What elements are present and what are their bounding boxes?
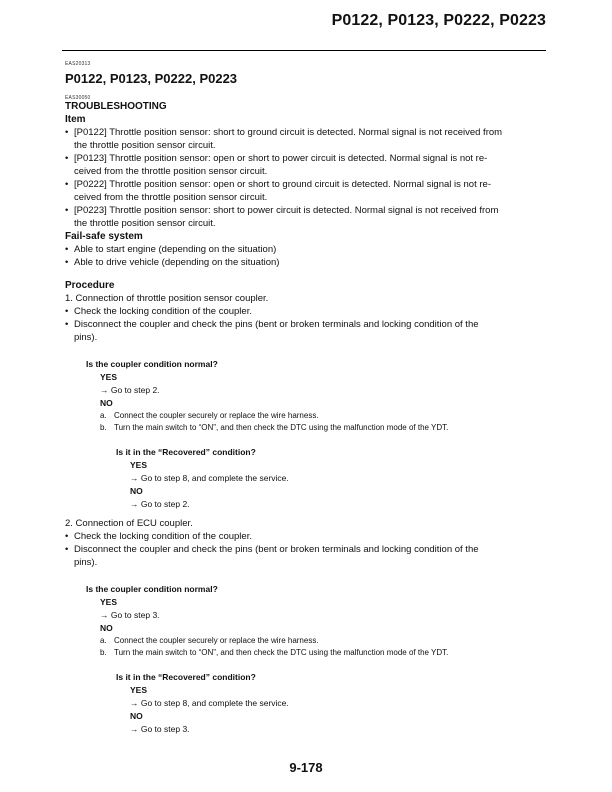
- list-item: • [P0222] Throttle position sensor: open or short to ground circuit is detected. Normal signal is not re- ceived from the throttle position sensor circuit.: [65, 178, 547, 204]
- failsafe-list: [65, 243, 547, 269]
- list-item: • [P0223] Throttle position sensor: short to power circuit is detected. Normal signal is not received from the throttle position sensor circuit.: [65, 204, 547, 230]
- yes-response: → Go to step 8, and complete the service.: [130, 473, 289, 483]
- page-number: 9-178: [289, 760, 323, 775]
- list-item: • Able to drive vehicle (depending on the situation): [65, 256, 547, 269]
- yes-label: YES: [130, 460, 148, 470]
- troubleshooting-heading: TROUBLESHOOTING: [65, 101, 167, 112]
- no-action-a: a. Connect the coupler securely or replace the wire harness.: [100, 411, 319, 420]
- section-code: EAS20313: [65, 61, 91, 67]
- section-title: P0122, P0123, P0222, P0223: [65, 71, 238, 86]
- yes-label: YES: [100, 372, 118, 382]
- yes-label: YES: [100, 597, 118, 607]
- question-title: Is the coupler condition normal?: [86, 584, 218, 594]
- no-label: NO: [100, 398, 113, 408]
- list-item: • [P0123] Throttle position sensor: open or short to power circuit is detected. Normal signal is not re- ceived from the throttle position sensor circuit.: [65, 152, 547, 178]
- list-item: • Able to start engine (depending on the situation): [65, 243, 547, 256]
- list-item: • [P0122] Throttle position sensor: short to ground circuit is detected. Normal signal is not received from the throttle position sensor circuit.: [65, 126, 547, 152]
- sub-question-block: [116, 671, 547, 736]
- yes-response: → Go to step 3.: [100, 610, 160, 620]
- no-label: NO: [100, 623, 113, 633]
- no-response: → Go to step 3.: [130, 724, 190, 734]
- no-label: NO: [130, 711, 143, 721]
- question-block: [86, 358, 547, 511]
- list-item: • Check the locking condition of the coupler.: [65, 305, 547, 318]
- sub-question-title: Is it in the “Recovered” condition?: [116, 672, 256, 682]
- list-item: • Disconnect the coupler and check the pins (bent or broken terminals and locking condition of the pins).: [65, 318, 547, 344]
- yes-label: YES: [130, 685, 148, 695]
- item-heading: Item: [65, 114, 86, 125]
- yes-response: → Go to step 8, and complete the service.: [130, 698, 289, 708]
- step-bullets: [65, 530, 547, 569]
- troubleshooting-code: EAS30050: [65, 95, 91, 101]
- question-title: Is the coupler condition normal?: [86, 359, 218, 369]
- no-action-b: b. Turn the main switch to “ON”, and then check the DTC using the malfunction mode of the YDT.: [100, 423, 449, 432]
- no-action-a: a. Connect the coupler securely or replace the wire harness.: [100, 636, 319, 645]
- sub-question-title: Is it in the “Recovered” condition?: [116, 447, 256, 457]
- page-header-title: P0122, P0123, P0222, P0223: [331, 12, 546, 29]
- sub-question-block: [116, 446, 547, 511]
- no-response: → Go to step 2.: [130, 499, 190, 509]
- main-content: [65, 58, 547, 736]
- step-title: 1. Connection of throttle position sensor coupler.: [65, 293, 269, 304]
- failsafe-heading: Fail-safe system: [65, 231, 143, 242]
- yes-response: → Go to step 2.: [100, 385, 160, 395]
- step-bullets: [65, 305, 547, 344]
- no-action-b: b. Turn the main switch to “ON”, and then check the DTC using the malfunction mode of the YDT.: [100, 648, 449, 657]
- list-item: • Disconnect the coupler and check the pins (bent or broken terminals and locking condition of the pins).: [65, 543, 547, 569]
- dtc-item-list: [65, 126, 547, 230]
- question-block: [86, 583, 547, 736]
- no-label: NO: [130, 486, 143, 496]
- procedure-heading: Procedure: [65, 280, 115, 291]
- step-title: 2. Connection of ECU coupler.: [65, 518, 193, 529]
- list-item: • Check the locking condition of the coupler.: [65, 530, 547, 543]
- header-rule: [62, 50, 546, 51]
